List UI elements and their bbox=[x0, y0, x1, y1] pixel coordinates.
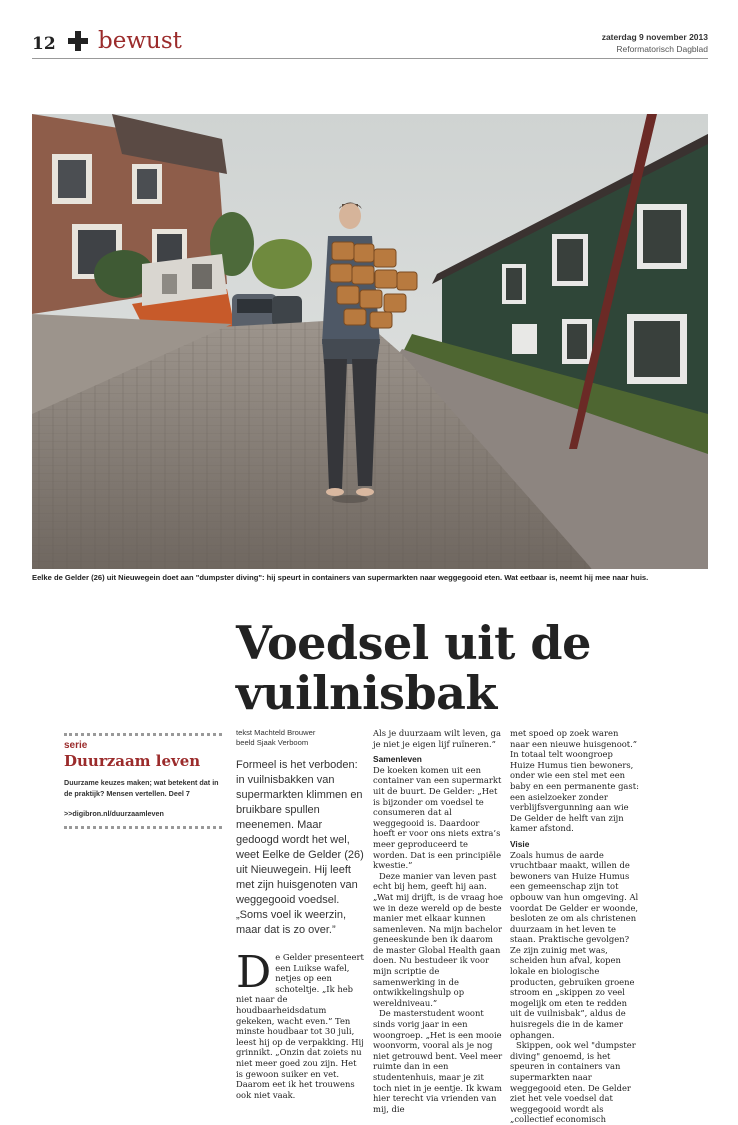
body-paragraph: Deze manier van leven past echt bij hem, geeft hij aan. „Wat mij drijft, is de vraag hoe we in deze wereld op de beste manier met elkaar kunnen samenleven. Na mijn bachelor geneeskunde ben ik daarom de master Global Health gaan doen. Nu bestudeer ik voor mijn scriptie de samenwerking in de ontwikkelingshulp op wereldniveau.” bbox=[373, 870, 504, 1008]
body-paragraph: met spoed op zoek waren naar een nieuwe huisgenoot.” In totaal telt woongroep Huize Humus tien bewoners, onder wie een stel met een baby en een permanente gast: een asielzoeker zonder verblijfsvergunning aan wie De Gelder de helft van zijn kamer afstond. bbox=[510, 728, 639, 834]
article-headline: Voedsel uit de vuilnisbak bbox=[236, 616, 591, 720]
body-paragraph: De koeken komen uit een container van een supermarkt uit de buurt. De Gelder: „Het is bijzonder om voedsel te consumeren dat al weggegooid is. Daardoor hoeft er voor ons niets extra’s meer geproduceerd te worden. Dat is een principiële kwestie.” bbox=[373, 764, 502, 871]
dotted-divider-top bbox=[64, 733, 222, 736]
issue-date: zaterdag 9 november 2013 bbox=[601, 32, 708, 42]
article-column-1 bbox=[236, 728, 366, 1100]
series-title: Duurzaam leven bbox=[64, 752, 201, 770]
series-box bbox=[64, 733, 222, 829]
page-header bbox=[32, 28, 708, 60]
body-paragraph: Zoals humus de aarde vruchtbaar maakt, willen de bewoners van Huize Humus een gemeenschap zijn tot opbouw van hun omgeving. Al voordat De Gelder er woonde, besloten ze om als christenen duurzaam in het leven te staan. Praktische gevolgen? Ze zijn zuinig met was, scheiden hun afval, kopen lokale en biologische producten, gebruiken groene stroom en „skippen zo veel mogelijk om eten te redden uit de vuilnisbak”, aldus de huisregels die in de kamer ophangen. bbox=[510, 849, 639, 1040]
plus-icon bbox=[68, 31, 88, 51]
article-lead: Formeel is het verboden: in vuilnisbakken van supermarkten klimmen en bruikbare spullen meenemen. Maar gedoogd wordt het wel, weet Eelke de Gelder (26) uit Nieuwegein. Hij leeft met zijn huisgenoten van weggegooid voedsel. „Soms voel ik weerzin, maar dat is zo over.” bbox=[236, 759, 364, 936]
article-photo bbox=[32, 114, 708, 569]
body-paragraph: De masterstudent woont sinds vorig jaar in een woongroep. „Het is een mooie woonvorm, vooral als je nog niet getrouwd bent. Veel meer ruimte dan in een studentenhuis, maar je zit toch niet in je eentje. Ik kwam hier terecht via vrienden van mij, die bbox=[373, 1008, 503, 1114]
subheading-samenleven: Samenleven bbox=[373, 754, 422, 765]
body-paragraph: Skippen, ook wel "dumpster diving" genoemd, is het speuren in containers van supermarkten naar weggegooid eten. De Gelder ziet het vele voedsel dat weggegooid wordt als „collectief economisch bbox=[510, 1040, 636, 1125]
newspaper-name: Reformatorisch Dagblad bbox=[616, 44, 708, 54]
article-column-3 bbox=[510, 728, 640, 1125]
article-column-2 bbox=[373, 728, 503, 1114]
credit-text: tekst Machteld Brouwer bbox=[236, 728, 316, 737]
page-number: 12 bbox=[32, 34, 56, 54]
series-description: Duurzame keuzes maken; wat betekent dat in de praktijk? Mensen vertellen. Deel 7 bbox=[64, 778, 219, 798]
header-divider bbox=[32, 58, 708, 59]
body-paragraph: Als je duurzaam wilt leven, ga je niet je eigen lijf ruïneren.” bbox=[373, 728, 502, 749]
series-label: serie bbox=[64, 740, 88, 751]
credit-image: beeld Sjaak Verboom bbox=[236, 738, 309, 747]
photo-caption: Eelke de Gelder (26) uit Nieuwegein doet aan "dumpster diving": hij speurt in containers van supermarkten naar weggegooid eten. Wat eetbaar is, neemt hij mee naar huis. bbox=[32, 573, 649, 582]
series-link[interactable]: >>digibron.nl/duurzaamleven bbox=[64, 809, 164, 818]
section-name: bewust bbox=[98, 28, 182, 54]
drop-cap: D bbox=[236, 947, 272, 998]
subheading-visie: Visie bbox=[510, 838, 530, 849]
body-paragraph: e Gelder presenteert een Luikse wafel, netjes op een schoteltje. „Ik heb niet naar de houdbaarheidsdatum gekeken, wacht even.” Ten minste houdbaar tot 30 juli, leest hij op de verpakking. Hij grinnikt. „Onzin dat zoiets nu niet meer goed zou zijn. Het is gewoon suiker en vet. Daarom eet ik het trouwens ook niet vaak. bbox=[236, 952, 364, 1100]
article-body-start bbox=[236, 947, 366, 1100]
dotted-divider-bottom bbox=[64, 826, 222, 829]
